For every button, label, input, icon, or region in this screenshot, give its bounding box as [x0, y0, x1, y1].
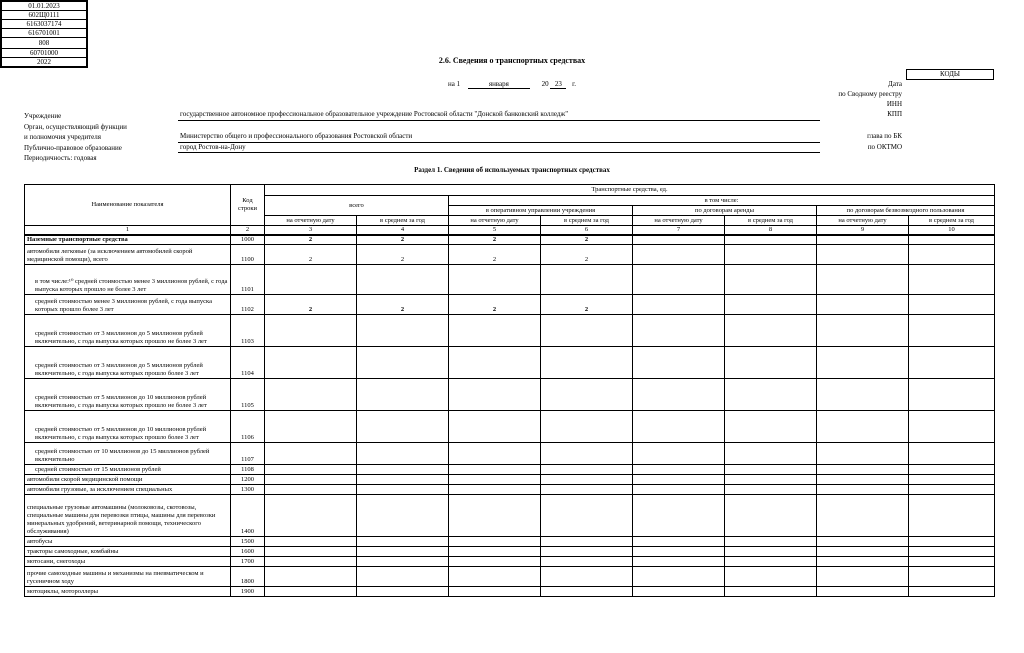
row-name: мотоциклы, мотороллеры [25, 587, 231, 597]
row-value [633, 547, 725, 557]
row-value [633, 475, 725, 485]
row-value [265, 475, 357, 485]
column-number: 4 [357, 226, 449, 236]
row-value [633, 245, 725, 265]
row-value [357, 475, 449, 485]
date-year-prefix: 20 [541, 80, 549, 88]
row-value [633, 295, 725, 315]
row-value [817, 587, 909, 597]
row-name: специальные грузовые автомашины (молоковозы, скотовозы, специальные машины для перевозки птицы, машины для перевозки минеральных удобрений, ветеринарной помощи, технического обслуживания) [25, 495, 231, 537]
row-value [357, 547, 449, 557]
row-code: 1100 [231, 245, 265, 265]
code-value-oktmo: 60701000 [1, 49, 87, 58]
row-value [449, 485, 541, 495]
row-value [725, 347, 817, 379]
row-value [909, 443, 995, 465]
row-value [265, 547, 357, 557]
code-label-date: Дата [888, 80, 902, 88]
row-value [357, 567, 449, 587]
date-prefix: на 1 [448, 80, 461, 88]
row-value [265, 485, 357, 495]
row-name: прочие самоходные машины и механизмы на пневматическом и гусеничном ходу [25, 567, 231, 587]
row-value [449, 347, 541, 379]
row-value [449, 443, 541, 465]
row-value [633, 485, 725, 495]
row-value: 2 [449, 245, 541, 265]
row-value [909, 347, 995, 379]
table-row [25, 557, 995, 567]
row-value [265, 495, 357, 537]
row-value [357, 379, 449, 411]
row-value [725, 567, 817, 587]
row-value [725, 379, 817, 411]
row-name: автомобили легковые (за исключением автомобилей скорой медицинской помощи), всего [25, 245, 231, 265]
row-value: 2 [357, 295, 449, 315]
code-label-inn: ИНН [886, 100, 902, 108]
table-row [25, 411, 995, 443]
table-row [25, 547, 995, 557]
row-value [725, 587, 817, 597]
row-value [265, 587, 357, 597]
header-lease-reporting: на отчетную дату [633, 216, 725, 226]
row-value [449, 411, 541, 443]
table-row [25, 245, 995, 265]
row-value [265, 347, 357, 379]
row-value [633, 265, 725, 295]
row-code: 1103 [231, 315, 265, 347]
row-code: 1200 [231, 475, 265, 485]
code-value-registry: 602Щ0111 [1, 11, 87, 20]
code-label-registry: по Сводному реестру [838, 90, 902, 98]
row-value: 2 [541, 295, 633, 315]
code-label-oktmo: по ОКТМО [867, 143, 902, 151]
row-code: 1600 [231, 547, 265, 557]
row-value [725, 537, 817, 547]
row-value [817, 411, 909, 443]
row-value [725, 411, 817, 443]
period-label: Периодичность: годовая [24, 154, 97, 162]
row-value: 2 [265, 235, 357, 245]
row-name: средней стоимостью от 5 миллионов до 10 миллионов рублей включительно, с года выпуска которых прошло более 3 лет [25, 411, 231, 443]
row-value [725, 485, 817, 495]
row-value [633, 567, 725, 587]
column-number: 8 [725, 226, 817, 236]
row-value [541, 557, 633, 567]
row-name: автомобили грузовые, за исключением специальных [25, 485, 231, 495]
table-row [25, 485, 995, 495]
row-value [725, 443, 817, 465]
row-value [265, 265, 357, 295]
row-value [633, 495, 725, 537]
row-value [541, 537, 633, 547]
table-row [25, 475, 995, 485]
row-value [357, 411, 449, 443]
transport-table [24, 184, 995, 597]
row-value [449, 465, 541, 475]
row-code: 1300 [231, 485, 265, 495]
column-number: 2 [231, 226, 265, 236]
code-value-inn: 6163037174 [1, 20, 87, 29]
header-oper-reporting: на отчетную дату [449, 216, 541, 226]
header-code: Код строки [231, 185, 265, 226]
row-value: 2 [265, 295, 357, 315]
entity-underline [178, 152, 820, 153]
code-label-kpp: КПП [887, 110, 902, 118]
row-value [817, 315, 909, 347]
table-body [25, 235, 995, 597]
row-value [265, 315, 357, 347]
row-value [909, 465, 995, 475]
row-value [633, 557, 725, 567]
row-value [357, 495, 449, 537]
row-value [449, 587, 541, 597]
row-value [357, 315, 449, 347]
institution-label: Учреждение [24, 112, 62, 120]
row-code: 1104 [231, 347, 265, 379]
column-numbers-row [25, 226, 995, 236]
row-value [541, 485, 633, 495]
row-value [449, 315, 541, 347]
row-value [725, 295, 817, 315]
row-value: 2 [541, 235, 633, 245]
row-name: тракторы самоходные, комбайны [25, 547, 231, 557]
table-row [25, 265, 995, 295]
row-value [357, 443, 449, 465]
row-code: 1700 [231, 557, 265, 567]
row-code: 1800 [231, 567, 265, 587]
header-name: Наименование показателя [25, 185, 231, 226]
row-code: 1400 [231, 495, 265, 537]
row-value [633, 537, 725, 547]
column-number: 7 [633, 226, 725, 236]
code-value-kpp: 616701001 [1, 29, 87, 38]
row-value [909, 315, 995, 347]
row-value [541, 495, 633, 537]
row-value [725, 475, 817, 485]
row-name: средней стоимостью от 5 миллионов до 10 миллионов рублей включительно, с года выпуска которых прошло не более 3 лет [25, 379, 231, 411]
row-value [633, 379, 725, 411]
row-value: 2 [449, 295, 541, 315]
row-value [633, 443, 725, 465]
row-code: 1500 [231, 537, 265, 547]
row-value [817, 485, 909, 495]
row-value [817, 557, 909, 567]
row-value [357, 465, 449, 475]
row-value [817, 495, 909, 537]
row-value [541, 567, 633, 587]
table-row [25, 379, 995, 411]
table-row [25, 315, 995, 347]
row-value [541, 547, 633, 557]
row-value [265, 443, 357, 465]
date-year: 23 [550, 80, 566, 89]
row-value [909, 235, 995, 245]
row-value [357, 347, 449, 379]
row-value [541, 465, 633, 475]
row-value [449, 379, 541, 411]
header-oper-average: в среднем за год [541, 216, 633, 226]
row-value [909, 379, 995, 411]
row-value [357, 265, 449, 295]
code-value-period: 2022 [1, 58, 87, 68]
row-value [541, 265, 633, 295]
row-value [725, 465, 817, 475]
row-value [817, 567, 909, 587]
row-value [265, 567, 357, 587]
table-row [25, 347, 995, 379]
row-value [357, 557, 449, 567]
row-value [633, 587, 725, 597]
row-value [725, 495, 817, 537]
row-value [725, 265, 817, 295]
row-value [725, 315, 817, 347]
header-free-average: в среднем за год [909, 216, 995, 226]
row-value [449, 547, 541, 557]
row-value: 2 [357, 235, 449, 245]
row-code: 1900 [231, 587, 265, 597]
column-number: 10 [909, 226, 995, 236]
row-value [541, 443, 633, 465]
row-value [449, 567, 541, 587]
row-value [817, 465, 909, 475]
header-lease-average: в среднем за год [725, 216, 817, 226]
row-value [725, 547, 817, 557]
row-value [357, 587, 449, 597]
row-value [909, 411, 995, 443]
row-name: автомобили скорой медицинской помощи [25, 475, 231, 485]
header-free-reporting: на отчетную дату [817, 216, 909, 226]
row-value [909, 265, 995, 295]
entity-label: Публично-правовое образование [24, 144, 122, 152]
header-transport: Транспортные средства, ед. [265, 185, 995, 196]
row-value [909, 547, 995, 557]
row-code: 1000 [231, 235, 265, 245]
row-value [725, 245, 817, 265]
section-title: Раздел 1. Сведения об используемых транспортных средствах [414, 166, 610, 174]
row-name: автобусы [25, 537, 231, 547]
row-code: 1107 [231, 443, 265, 465]
header-total: всего [265, 196, 449, 216]
row-value [817, 347, 909, 379]
row-value [909, 587, 995, 597]
date-month: января [468, 80, 530, 89]
row-value [817, 235, 909, 245]
codes-header: КОДЫ [906, 69, 994, 80]
row-value [633, 235, 725, 245]
row-value [817, 295, 909, 315]
row-value [541, 475, 633, 485]
table-row [25, 295, 995, 315]
header-operational: в оперативном управлении учреждения [449, 206, 633, 216]
row-value [449, 557, 541, 567]
row-value [909, 245, 995, 265]
authority-label-1: Орган, осуществляющий функции [24, 123, 127, 131]
row-value [541, 347, 633, 379]
header-total-reporting: на отчетную дату [265, 216, 357, 226]
row-value [541, 315, 633, 347]
authority-label-2: и полномочия учредителя [24, 133, 101, 141]
row-value: 2 [265, 245, 357, 265]
row-name: средней стоимостью менее 3 миллионов рублей, с года выпуска которых прошло более 3 лет [25, 295, 231, 315]
table-row [25, 567, 995, 587]
row-value [449, 265, 541, 295]
row-value [909, 537, 995, 547]
row-value [357, 485, 449, 495]
authority-value: Министерство общего и профессионального образования Ростовской области [180, 132, 413, 140]
row-value [265, 379, 357, 411]
column-number: 1 [25, 226, 231, 236]
row-value [541, 379, 633, 411]
row-code: 1106 [231, 411, 265, 443]
row-value: 2 [449, 235, 541, 245]
row-value [633, 465, 725, 475]
row-value [909, 485, 995, 495]
row-value [265, 411, 357, 443]
row-value [817, 475, 909, 485]
row-value [265, 537, 357, 547]
row-value [725, 235, 817, 245]
row-value [265, 557, 357, 567]
row-value [449, 475, 541, 485]
code-value-bk: 808 [1, 38, 87, 49]
table-row [25, 465, 995, 475]
row-code: 1102 [231, 295, 265, 315]
table-row [25, 587, 995, 597]
row-name: Наземные транспортные средства [25, 235, 231, 245]
row-value: 2 [541, 245, 633, 265]
row-value [817, 379, 909, 411]
row-value [909, 557, 995, 567]
table-row [25, 443, 995, 465]
row-code: 1108 [231, 465, 265, 475]
row-value [817, 245, 909, 265]
row-value [357, 537, 449, 547]
row-value [541, 587, 633, 597]
row-value [817, 265, 909, 295]
row-value [449, 495, 541, 537]
row-value [541, 411, 633, 443]
header-lease: по договорам аренды [633, 206, 817, 216]
row-value [909, 475, 995, 485]
row-value [449, 537, 541, 547]
row-code: 1105 [231, 379, 265, 411]
code-label-bk: глава по БК [867, 132, 902, 140]
date-suffix: г. [572, 80, 576, 88]
row-value [909, 567, 995, 587]
header-including: в том числе: [449, 196, 995, 206]
row-value [633, 347, 725, 379]
row-value [725, 557, 817, 567]
row-name: средней стоимостью от 3 миллионов до 5 миллионов рублей включительно, с года выпуска которых прошло не более 3 лет [25, 315, 231, 347]
table-row [25, 495, 995, 537]
row-value [633, 411, 725, 443]
column-number: 5 [449, 226, 541, 236]
row-value [633, 315, 725, 347]
row-name: средней стоимостью от 10 миллионов до 15 миллионов рублей включительно [25, 443, 231, 465]
institution-value: государственное автономное профессиональное образовательное учреждение Ростовской области "Донской банковский колледж" [180, 110, 569, 118]
row-value: 2 [357, 245, 449, 265]
table-row [25, 537, 995, 547]
row-name: в том числе:¹⁰ средней стоимостью менее 3 миллионов рублей, с года выпуска которых прошло не более 3 лет [25, 265, 231, 295]
table-row [25, 235, 995, 245]
row-code: 1101 [231, 265, 265, 295]
institution-underline [178, 120, 820, 121]
row-value [817, 443, 909, 465]
column-number: 3 [265, 226, 357, 236]
code-value-date: 01.01.2023 [1, 1, 87, 11]
row-value [817, 537, 909, 547]
row-name: средней стоимостью от 3 миллионов до 5 миллионов рублей включительно, с года выпуска которых прошло более 3 лет [25, 347, 231, 379]
report-date-line [448, 80, 576, 89]
authority-underline [178, 142, 820, 143]
row-value [909, 295, 995, 315]
row-name: мотосани, снегоходы [25, 557, 231, 567]
column-number: 6 [541, 226, 633, 236]
entity-value: город Ростов-на-Дону [180, 143, 246, 151]
row-value [265, 465, 357, 475]
row-value [817, 547, 909, 557]
column-number: 9 [817, 226, 909, 236]
row-value [909, 495, 995, 537]
header-total-average: в среднем за год [357, 216, 449, 226]
row-name: средней стоимостью от 15 миллионов рублей [25, 465, 231, 475]
header-free-use: по договорам безвозмездного пользования [817, 206, 995, 216]
form-title: 2.6. Сведения о транспортных средствах [438, 56, 586, 65]
